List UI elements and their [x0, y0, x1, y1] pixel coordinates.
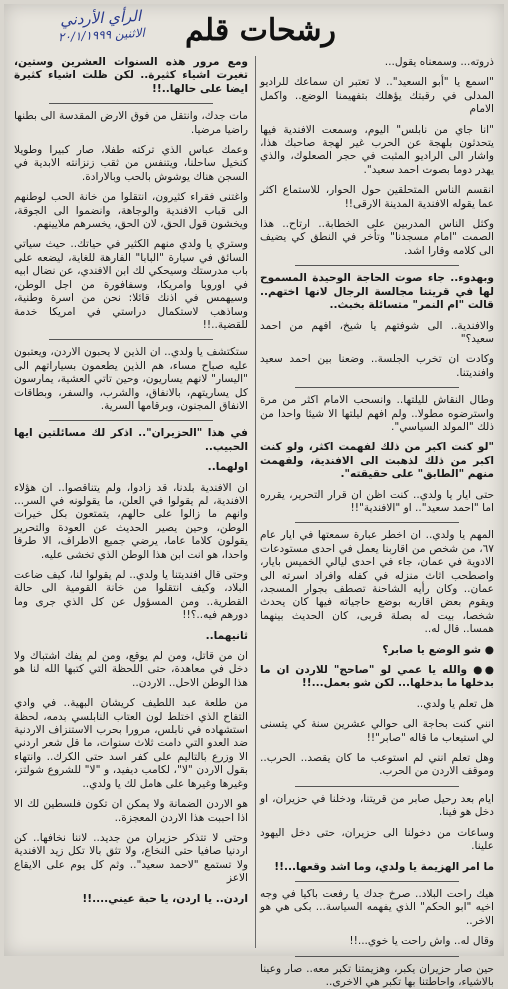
paragraph: "اسمع يا "أبو السعيد".. لا تعتبر ان سماعك للراديو المدلى في رقبتك يؤهلك بتفهيمنا الوضع.. واكمل الامام [260, 76, 494, 116]
handwritten-source: الرأي الأردني [59, 6, 142, 30]
closing-line: اردن.. يا اردن، يا حبة عيني....!! [82, 892, 248, 905]
paragraph: وستري يا ولدي منهم الكثير في حياتك.. حيث سياتي السائق في سيارة "البابا" الفارهة للغاية، ليضعه على باب مدرستك وسيحكي لك ابن الافندي، عن نضال ابيه في اوروبا وامريكا، وسفافورة من اجل الوطن، وسيهمس في اذنك قائلا: نحن من اسرة وطنية، وساذهب لاستكمال دراستي في امريكا خدمة للقضية..!! [14, 238, 248, 331]
paragraph: ومع مرور هذه السنوات العشرين وستين، تغيرت اشياء كثيرة.. لكن ظلت اشياء كثيرة ايضا على حالها..!! [14, 56, 248, 95]
paragraph: انني كنت بحاجة الى حوالي عشرين سنة كي يتسنى لي استيعاب ما قاله "صابر"!! [260, 718, 494, 744]
paragraph: وطال النقاش لليلتها.. وانسحب الامام اكثر من مرة واسترضوه مطولا.. ولم افهم ليلتها الا شيئا واحدا من ذلك "المولد السياسي". [260, 394, 494, 433]
right-column [260, 56, 494, 988]
column-title: رشحات قلم [184, 13, 336, 48]
section-divider [49, 339, 213, 340]
paragraph: "لو كنت اكبر من ذلك لفهمت اكثر، ولو كنت اكبر من ذلك لذهبت الى الافندية، ولفهمت منهم "الطابق" على حقيقته". [260, 441, 494, 481]
article-columns [14, 56, 494, 988]
left-column [14, 56, 248, 948]
paragraph: حين صار حزيران يكبر، وهزيمتنا تكبر معه.. صار وعينا بالاشياء، واحاطتنا بها تكبر هي الاخرى.. [260, 962, 494, 988]
paragraph: وهل تعلم انني لم استوعب ما كان يقصد.. الحرب.. وموقف الاردن من الحرب. [260, 752, 494, 778]
column-rule [255, 56, 256, 948]
subheading: ثانيهما.. [205, 629, 248, 642]
paragraph: وبهدوء.. جاء صوت الحاجة الوحيدة المسموح لها في قريتنا مجالسة الرجال لانها اختهم.. قالت "ام النمر" متسائلة بخبث.. [260, 272, 494, 312]
paragraph: حتى ايار يا ولدي.. كنت اظن ان قرار التحرير، يقرره اما "احمد سعيد".. او "الافندية"!! [260, 488, 494, 514]
paragraph: المهم يا ولدي.. ان اخطر عبارة سمعتها في ايار عام ٦٧، من شخص من اقاربنا يعمل في احدى مستودعات الادوية في عمان، جاء في احدى ليالي الخميس بايار، واصطحب اثاث منزله في كفله وافراد اسرته الى عمان.. وكان رأيه الشاحنة تصطف بجوار المسجد، ويقوم بعض اقاربه بوضع حاجياته فيها كان يحدث شخصا، بيت له بصلة قربى، كان الحديث بينهما همسا.. قال له.. [260, 529, 494, 636]
paragraph: هل تعلم يا ولدي.. [416, 697, 494, 710]
section-divider [295, 522, 459, 523]
paragraph: في هذا "الحزيران".. اذكر لك مسائلتين ايها الحبيب.. [14, 427, 248, 453]
paragraph: هيك راحت البلاد.. صرخ جدك يا رفعت باكيا في وجه اخيه "ابو الحكم" الذي يفهمه السياسة... بكى هي هو الاخر.. [260, 887, 494, 927]
paragraph: "انا جاي من نابلس" اليوم، وسمعت الافندية فيها يتحدثون بلهجة عن الحرب غير لهجة صاحبك هذا، واشار الى الراديو المثبت في حجر الصعلوك، والذي يهدر دوما بصوت احمد سعيد". [260, 123, 494, 176]
section-divider [295, 265, 459, 266]
section-divider [295, 881, 459, 882]
paragraph: هو الاردن الضمانة ولا يمكن ان تكون فلسطين لك الا اذا احببت هذا الاردن المعجزة.. [14, 798, 248, 824]
newspaper-clipping [4, 4, 504, 988]
handwritten-date: الاثنين ٢٠/١/١٩٩٩ [57, 25, 146, 45]
subheading: اولهما.. [207, 461, 248, 474]
paragraph: وحتى لا تتذكر حزيران من جديد.. لاننا نخافها.. كن اردنيا صافيا حتى النخاع، ولا تثق بالا تكل زيد الافندية ولا تستمع "لاحمد سعيد".. وثم كل يوم على الايقاع الاعز [14, 831, 248, 885]
paragraph: وقال له.. واش راحت يا خوي...!! [349, 935, 494, 948]
paragraph: وكادت ان تخرب الجلسة.. وضعنا بين احمد سعيد وافنديتنا. [260, 353, 494, 379]
paragraph: من طلعة عبد اللطيف كريشان البهية.. في وادي التفاح الذي اختلط لون العتاب النابلسي بدمه، لحظة استشهاده في نابلس، مرورا بحرب الاستنزاف الاردنية ضد العدو التي دامت ثلاث سنوات، ما قل شعر اردني الا وزرع بالتاليم على كفر اسد حتى الكرك.. وانتهاء بقول الاردن "لا"، لكامب ديفيد، و "لا" للشروع شولتز، وغيرها وغيرها على هامل لك يا ولدي.. [14, 697, 248, 790]
section-divider [295, 956, 459, 957]
paragraph: وعمك عباس الذي تركته طفلا، صار كبيرا وطويلا كنخيل ساحلنا، ويتنفس من ثقب زنزانته الابدية في السجن هناك يوشوش بالحب وبالارادة. [14, 144, 248, 183]
section-divider [49, 103, 213, 104]
paragraph: والافندية.. الى شوفتهم يا شيخ، افهم من احمد سعيد؟" [260, 319, 494, 345]
masthead [22, 6, 486, 54]
paragraph: انقسم الناس المتحلقين حول الحوار، للاستماع اكثر عما يقوله الافندية المدينة الارقى!! [260, 184, 494, 210]
paragraph: ايام بعد رحيل صابر من قريتنا، ودخلنا في حزيران، او دخل هو فينا. [260, 792, 494, 819]
paragraph: وحتى قال افنديتنا يا ولدي.. لم يقولوا لنا، كيف ضاعت البلاد، وكيف انتقلوا من خانة القومية الى حالة القطرية.. ومن المسؤول عن كل الذي جرى وما دورهم فيه..؟!! [14, 569, 248, 622]
paragraph: مات جدك، وانتقل من فوق الارض المقدسة الى بطنها راضيا مرضيا. [14, 110, 248, 136]
dialogue-line: ●● والله يا عمي لو "صاحج" للاردن ان ما بدخلها ما بدخلها... لكن شو بعمل...!! [260, 664, 494, 690]
paragraph: واغتنى فقراء كثيرون، انتقلوا من خانة الحب لوطنهم الى قباب الافندية والوجاهة، وانضموا الى الجوقة، ويخشون قول الحق، لان الحق، يخسرهم ملايينهم. [14, 191, 248, 231]
paragraph: وكثل الناس المدربين على الخطابة.. ارتاح.. هذا الصمت "امام مسجدنا" وتأخر في النطق كي يضيف الى كلامه وقارا اشد. [260, 218, 494, 257]
handwritten-note [25, 6, 177, 48]
section-divider [49, 420, 213, 421]
paragraph: وساعات من دخولنا الى حزيران، حتى دخل اليهود علينا. [260, 826, 494, 853]
paragraph: ان الافندية بلدنا، قد زادوا، ولم يتناقصوا.. ان هؤلاء الافندية، لم يقولوا في العلن، ما يقولونه في السر... وانهم ما زالوا على حالهم، يتمتعون بكل خيرات الوطن، وحين يصير الحديث عن العودة والتحرير يقولون كلاما عاما، يرضي جميع الاطراف، الا طرفا واحدا، هو انت ابن هذا الوطن الذي تخشى عليه. [14, 481, 248, 561]
paragraph: ذروته... وسمعناه يقول... [384, 56, 494, 68]
paragraph: ان من قاتل، ومن لم يوقع، ومن لم يفك اشتباك ولا دخل في معاهدة، حتى اللحظة التي كتبها الله لنا هو هذا الوطن الاحل.. الاردن.. [14, 650, 248, 689]
dialogue-line: ● شو الوضع يا صابر؟ [382, 643, 494, 656]
paragraph: ستكتشف يا ولدي.. ان الذين لا يحبون الاردن، ويعتبون عليه صباح مساء، هم الذين يطعمون بسياراتهم الى "اليسار" لانهم يساريون، وحين تاتي العشية، يمارسون كل يساريتهم، بالانفاق، والشرب، والسفر، وبطاقات الانفاق المجنون، وبرقامها السرية. [14, 346, 248, 412]
section-divider [295, 387, 459, 388]
paragraph: ما امر الهزيمة يا ولدي، وما اشد وقعها...!! [274, 860, 494, 873]
section-divider [295, 786, 459, 787]
